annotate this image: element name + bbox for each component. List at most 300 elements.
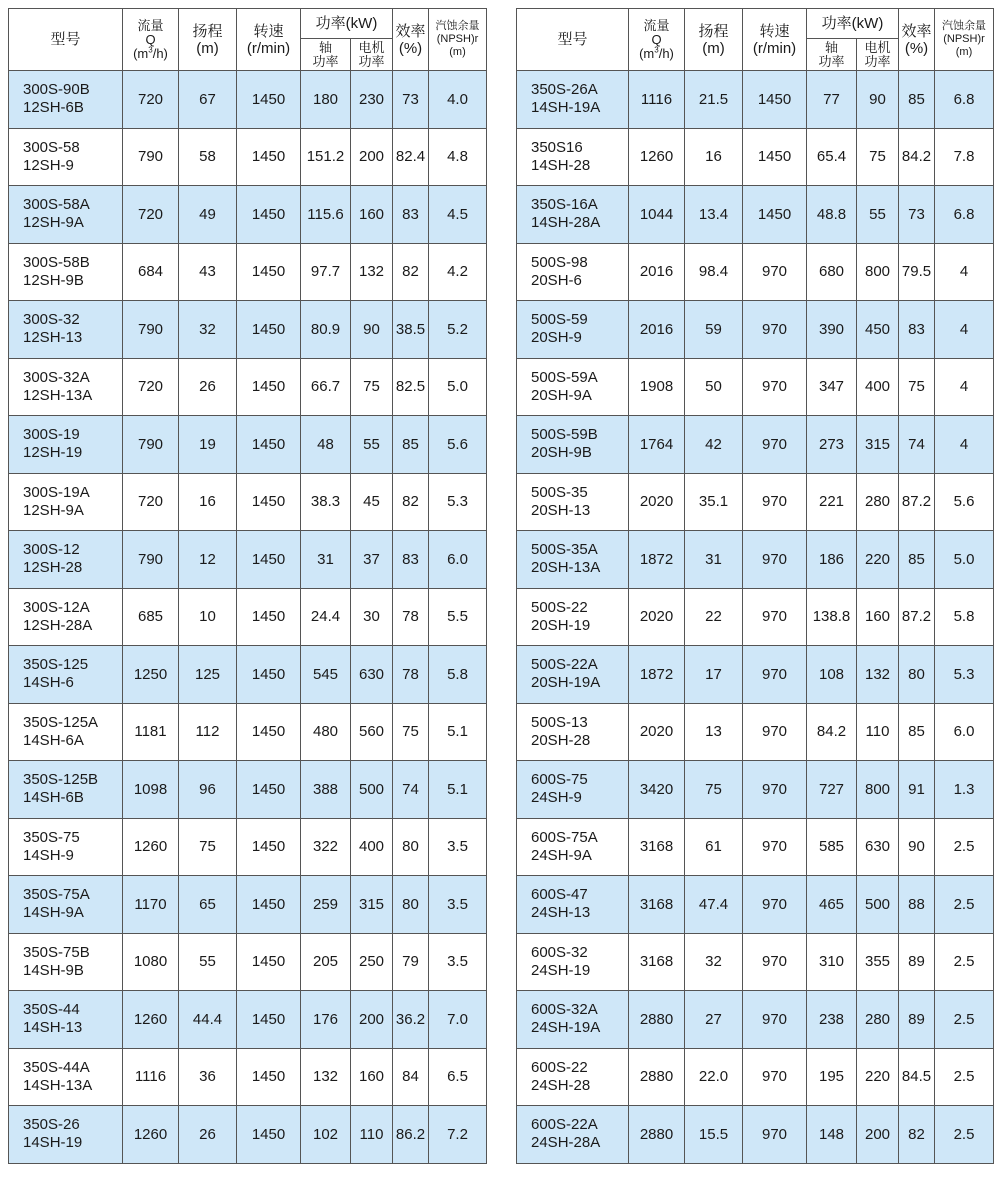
table-row	[9, 473, 487, 531]
motor-power-cell: 250	[351, 933, 393, 991]
speed-cell: 970	[743, 416, 807, 474]
model-cell: 300S-32A 12SH-13A	[9, 358, 123, 416]
head-cell: 16	[685, 128, 743, 186]
flow-cell: 1260	[629, 128, 685, 186]
table-row	[9, 71, 487, 129]
head-cell: 67	[179, 71, 237, 129]
table-row	[517, 991, 994, 1049]
flow-cell: 3168	[629, 876, 685, 934]
motor-power-cell: 110	[351, 1106, 393, 1164]
npsh-cell: 7.8	[935, 128, 994, 186]
flow-cell: 790	[123, 301, 179, 359]
flow-cell: 790	[123, 416, 179, 474]
shaft-power-cell: 108	[807, 646, 857, 704]
model-cell: 500S-22 20SH-19	[517, 588, 629, 646]
npsh-cell: 4.2	[429, 243, 487, 301]
motor-power-cell: 220	[857, 1048, 899, 1106]
speed-cell: 970	[743, 646, 807, 704]
motor-power-cell: 75	[857, 128, 899, 186]
head-cell: 96	[179, 761, 237, 819]
motor-power-cell: 400	[351, 818, 393, 876]
table-row	[517, 1048, 994, 1106]
speed-cell: 970	[743, 588, 807, 646]
flow-cell: 720	[123, 186, 179, 244]
npsh-cell: 5.3	[935, 646, 994, 704]
flow-cell: 790	[123, 531, 179, 589]
model-cell: 500S-35 20SH-13	[517, 473, 629, 531]
speed-cell: 970	[743, 876, 807, 934]
head-cell: 35.1	[685, 473, 743, 531]
shaft-power-cell: 84.2	[807, 703, 857, 761]
flow-cell: 684	[123, 243, 179, 301]
npsh-cell: 7.0	[429, 991, 487, 1049]
npsh-cell: 7.2	[429, 1106, 487, 1164]
header-shaft-power: 轴 功率	[807, 39, 857, 71]
npsh-cell: 4.5	[429, 186, 487, 244]
head-cell: 22	[685, 588, 743, 646]
table-row	[517, 646, 994, 704]
efficiency-cell: 75	[899, 358, 935, 416]
header-power: 功率(kW)	[807, 9, 899, 39]
speed-cell: 1450	[237, 358, 301, 416]
shaft-power-cell: 259	[301, 876, 351, 934]
head-cell: 26	[179, 358, 237, 416]
head-cell: 49	[179, 186, 237, 244]
speed-cell: 1450	[237, 933, 301, 991]
shaft-power-cell: 465	[807, 876, 857, 934]
shaft-power-cell: 151.2	[301, 128, 351, 186]
shaft-power-cell: 322	[301, 818, 351, 876]
header-head: 扬程 (m)	[685, 9, 743, 71]
header-flow: 流量 Q $(m^3/h)$	[123, 9, 179, 71]
table-row	[517, 358, 994, 416]
motor-power-cell: 110	[857, 703, 899, 761]
flow-cell: 1260	[123, 991, 179, 1049]
table-row	[517, 186, 994, 244]
efficiency-cell: 84	[393, 1048, 429, 1106]
table-row	[517, 761, 994, 819]
model-cell: 300S-58 12SH-9	[9, 128, 123, 186]
speed-cell: 1450	[237, 991, 301, 1049]
efficiency-cell: 82	[899, 1106, 935, 1164]
flow-cell: 2016	[629, 301, 685, 359]
motor-power-cell: 230	[351, 71, 393, 129]
model-cell: 350S-125 14SH-6	[9, 646, 123, 704]
model-cell: 500S-35A 20SH-13A	[517, 531, 629, 589]
flow-cell: 3420	[629, 761, 685, 819]
table-row	[9, 933, 487, 991]
npsh-cell: 4.8	[429, 128, 487, 186]
speed-cell: 1450	[237, 473, 301, 531]
head-cell: 17	[685, 646, 743, 704]
head-cell: 65	[179, 876, 237, 934]
head-cell: 75	[685, 761, 743, 819]
speed-cell: 970	[743, 473, 807, 531]
pump-spec-table-right	[516, 8, 994, 1164]
efficiency-cell: 78	[393, 646, 429, 704]
model-cell: 300S-19 12SH-19	[9, 416, 123, 474]
table-row	[9, 1106, 487, 1164]
header-power: 功率(kW)	[301, 9, 393, 39]
table-row	[9, 991, 487, 1049]
efficiency-cell: 85	[899, 71, 935, 129]
head-cell: 36	[179, 1048, 237, 1106]
shaft-power-cell: 48	[301, 416, 351, 474]
head-cell: 58	[179, 128, 237, 186]
npsh-cell: 4.0	[429, 71, 487, 129]
motor-power-cell: 200	[857, 1106, 899, 1164]
table-row	[9, 703, 487, 761]
model-cell: 350S-44 14SH-13	[9, 991, 123, 1049]
npsh-cell: 2.5	[935, 933, 994, 991]
motor-power-cell: 280	[857, 991, 899, 1049]
motor-power-cell: 75	[351, 358, 393, 416]
shaft-power-cell: 66.7	[301, 358, 351, 416]
flow-cell: 2880	[629, 991, 685, 1049]
flow-cell: 720	[123, 71, 179, 129]
head-cell: 27	[685, 991, 743, 1049]
table-row	[517, 876, 994, 934]
efficiency-cell: 80	[899, 646, 935, 704]
efficiency-cell: 89	[899, 991, 935, 1049]
efficiency-cell: 87.2	[899, 588, 935, 646]
shaft-power-cell: 38.3	[301, 473, 351, 531]
speed-cell: 970	[743, 1048, 807, 1106]
shaft-power-cell: 310	[807, 933, 857, 991]
header-efficiency: 效率 (%)	[393, 9, 429, 71]
flow-cell: 1116	[629, 71, 685, 129]
npsh-cell: 3.5	[429, 818, 487, 876]
motor-power-cell: 400	[857, 358, 899, 416]
shaft-power-cell: 148	[807, 1106, 857, 1164]
shaft-power-cell: 24.4	[301, 588, 351, 646]
efficiency-cell: 90	[899, 818, 935, 876]
motor-power-cell: 200	[351, 991, 393, 1049]
motor-power-cell: 132	[857, 646, 899, 704]
motor-power-cell: 315	[351, 876, 393, 934]
model-cell: 350S-75 14SH-9	[9, 818, 123, 876]
motor-power-cell: 90	[857, 71, 899, 129]
efficiency-cell: 79.5	[899, 243, 935, 301]
model-cell: 600S-47 24SH-13	[517, 876, 629, 934]
shaft-power-cell: 390	[807, 301, 857, 359]
flow-cell: 1764	[629, 416, 685, 474]
speed-cell: 1450	[237, 186, 301, 244]
speed-cell: 970	[743, 301, 807, 359]
head-cell: 43	[179, 243, 237, 301]
header-efficiency: 效率 (%)	[899, 9, 935, 71]
speed-cell: 1450	[237, 818, 301, 876]
efficiency-cell: 85	[899, 531, 935, 589]
motor-power-cell: 355	[857, 933, 899, 991]
efficiency-cell: 87.2	[899, 473, 935, 531]
flow-cell: 720	[123, 358, 179, 416]
model-cell: 500S-22A 20SH-19A	[517, 646, 629, 704]
npsh-cell: 5.2	[429, 301, 487, 359]
flow-cell: 1872	[629, 531, 685, 589]
flow-cell: 2880	[629, 1048, 685, 1106]
table-row	[9, 243, 487, 301]
shaft-power-cell: 205	[301, 933, 351, 991]
shaft-power-cell: 180	[301, 71, 351, 129]
model-cell: 500S-59 20SH-9	[517, 301, 629, 359]
table-row	[9, 301, 487, 359]
header-motor-power: 电机 功率	[857, 39, 899, 71]
head-cell: 44.4	[179, 991, 237, 1049]
npsh-cell: 6.0	[429, 531, 487, 589]
head-cell: 13.4	[685, 186, 743, 244]
efficiency-cell: 89	[899, 933, 935, 991]
speed-cell: 1450	[237, 1106, 301, 1164]
model-cell: 300S-12A 12SH-28A	[9, 588, 123, 646]
npsh-cell: 5.6	[429, 416, 487, 474]
table-row	[517, 128, 994, 186]
efficiency-cell: 82.4	[393, 128, 429, 186]
flow-cell: 1080	[123, 933, 179, 991]
header-model: 型号	[517, 9, 629, 71]
header-speed: 转速 (r/min)	[743, 9, 807, 71]
shaft-power-cell: 97.7	[301, 243, 351, 301]
shaft-power-cell: 176	[301, 991, 351, 1049]
motor-power-cell: 90	[351, 301, 393, 359]
npsh-cell: 2.5	[935, 876, 994, 934]
model-cell: 600S-32 24SH-19	[517, 933, 629, 991]
header-npsh: 汽蚀余量 (NPSH)r (m)	[429, 9, 487, 71]
motor-power-cell: 30	[351, 588, 393, 646]
flow-cell: 1116	[123, 1048, 179, 1106]
speed-cell: 1450	[237, 301, 301, 359]
model-cell: 350S-125A 14SH-6A	[9, 703, 123, 761]
table-row	[9, 761, 487, 819]
efficiency-cell: 73	[393, 71, 429, 129]
shaft-power-cell: 238	[807, 991, 857, 1049]
table-row	[517, 588, 994, 646]
model-cell: 600S-75 24SH-9	[517, 761, 629, 819]
speed-cell: 1450	[237, 243, 301, 301]
speed-cell: 970	[743, 358, 807, 416]
header-speed: 转速 (r/min)	[237, 9, 301, 71]
npsh-cell: 2.5	[935, 1106, 994, 1164]
flow-cell: 790	[123, 128, 179, 186]
npsh-cell: 5.3	[429, 473, 487, 531]
table-row	[517, 301, 994, 359]
shaft-power-cell: 221	[807, 473, 857, 531]
npsh-cell: 2.5	[935, 991, 994, 1049]
speed-cell: 1450	[237, 876, 301, 934]
flow-cell: 1908	[629, 358, 685, 416]
motor-power-cell: 800	[857, 243, 899, 301]
model-cell: 300S-58B 12SH-9B	[9, 243, 123, 301]
npsh-cell: 4	[935, 301, 994, 359]
efficiency-cell: 75	[393, 703, 429, 761]
motor-power-cell: 280	[857, 473, 899, 531]
head-cell: 42	[685, 416, 743, 474]
model-cell: 300S-19A 12SH-9A	[9, 473, 123, 531]
efficiency-cell: 84.5	[899, 1048, 935, 1106]
flow-cell: 1872	[629, 646, 685, 704]
speed-cell: 970	[743, 531, 807, 589]
flow-cell: 685	[123, 588, 179, 646]
speed-cell: 1450	[237, 703, 301, 761]
shaft-power-cell: 80.9	[301, 301, 351, 359]
motor-power-cell: 37	[351, 531, 393, 589]
pump-spec-table-left	[8, 8, 487, 1164]
shaft-power-cell: 680	[807, 243, 857, 301]
efficiency-cell: 74	[899, 416, 935, 474]
model-cell: 350S-44A 14SH-13A	[9, 1048, 123, 1106]
head-cell: 16	[179, 473, 237, 531]
header-npsh: 汽蚀余量 (NPSH)r (m)	[935, 9, 994, 71]
table-row	[9, 818, 487, 876]
model-cell: 600S-22 24SH-28	[517, 1048, 629, 1106]
speed-cell: 970	[743, 703, 807, 761]
efficiency-cell: 83	[393, 186, 429, 244]
model-cell: 500S-13 20SH-28	[517, 703, 629, 761]
speed-cell: 970	[743, 243, 807, 301]
motor-power-cell: 160	[857, 588, 899, 646]
efficiency-cell: 84.2	[899, 128, 935, 186]
model-cell: 350S16 14SH-28	[517, 128, 629, 186]
table-row	[9, 646, 487, 704]
model-cell: 300S-12 12SH-28	[9, 531, 123, 589]
table-row	[517, 473, 994, 531]
motor-power-cell: 160	[351, 1048, 393, 1106]
efficiency-cell: 73	[899, 186, 935, 244]
npsh-cell: 1.3	[935, 761, 994, 819]
flow-cell: 720	[123, 473, 179, 531]
efficiency-cell: 80	[393, 876, 429, 934]
shaft-power-cell: 545	[301, 646, 351, 704]
speed-cell: 1450	[237, 71, 301, 129]
flow-cell: 3168	[629, 933, 685, 991]
table-row	[9, 358, 487, 416]
flow-cell: 2020	[629, 473, 685, 531]
head-cell: 26	[179, 1106, 237, 1164]
efficiency-cell: 78	[393, 588, 429, 646]
table-row	[9, 588, 487, 646]
efficiency-cell: 83	[899, 301, 935, 359]
shaft-power-cell: 115.6	[301, 186, 351, 244]
model-cell: 350S-16A 14SH-28A	[517, 186, 629, 244]
model-cell: 600S-32A 24SH-19A	[517, 991, 629, 1049]
speed-cell: 1450	[237, 646, 301, 704]
shaft-power-cell: 273	[807, 416, 857, 474]
motor-power-cell: 800	[857, 761, 899, 819]
model-cell: 300S-58A 12SH-9A	[9, 186, 123, 244]
model-cell: 350S-75B 14SH-9B	[9, 933, 123, 991]
efficiency-cell: 85	[899, 703, 935, 761]
speed-cell: 1450	[237, 416, 301, 474]
model-cell: 300S-90B 12SH-6B	[9, 71, 123, 129]
shaft-power-cell: 65.4	[807, 128, 857, 186]
motor-power-cell: 315	[857, 416, 899, 474]
efficiency-cell: 83	[393, 531, 429, 589]
head-cell: 12	[179, 531, 237, 589]
npsh-cell: 5.0	[935, 531, 994, 589]
npsh-cell: 3.5	[429, 933, 487, 991]
npsh-cell: 5.5	[429, 588, 487, 646]
flow-cell: 2020	[629, 703, 685, 761]
motor-power-cell: 500	[857, 876, 899, 934]
efficiency-cell: 36.2	[393, 991, 429, 1049]
head-cell: 22.0	[685, 1048, 743, 1106]
table-header	[517, 9, 994, 71]
npsh-cell: 2.5	[935, 1048, 994, 1106]
motor-power-cell: 200	[351, 128, 393, 186]
shaft-power-cell: 727	[807, 761, 857, 819]
flow-cell: 2016	[629, 243, 685, 301]
speed-cell: 1450	[237, 1048, 301, 1106]
motor-power-cell: 560	[351, 703, 393, 761]
speed-cell: 1450	[237, 531, 301, 589]
npsh-cell: 5.1	[429, 761, 487, 819]
table-row	[517, 818, 994, 876]
shaft-power-cell: 48.8	[807, 186, 857, 244]
head-cell: 59	[685, 301, 743, 359]
model-cell: 600S-22A 24SH-28A	[517, 1106, 629, 1164]
shaft-power-cell: 138.8	[807, 588, 857, 646]
table-row	[517, 531, 994, 589]
efficiency-cell: 82.5	[393, 358, 429, 416]
table-header	[9, 9, 487, 71]
shaft-power-cell: 102	[301, 1106, 351, 1164]
header-model: 型号	[9, 9, 123, 71]
model-cell: 500S-59A 20SH-9A	[517, 358, 629, 416]
npsh-cell: 4	[935, 358, 994, 416]
speed-cell: 970	[743, 933, 807, 991]
npsh-cell: 4	[935, 243, 994, 301]
model-cell: 500S-59B 20SH-9B	[517, 416, 629, 474]
efficiency-cell: 74	[393, 761, 429, 819]
npsh-cell: 6.5	[429, 1048, 487, 1106]
motor-power-cell: 160	[351, 186, 393, 244]
flow-cell: 3168	[629, 818, 685, 876]
npsh-cell: 3.5	[429, 876, 487, 934]
motor-power-cell: 55	[351, 416, 393, 474]
head-cell: 13	[685, 703, 743, 761]
table-row	[9, 1048, 487, 1106]
npsh-cell: 5.8	[429, 646, 487, 704]
speed-cell: 970	[743, 1106, 807, 1164]
efficiency-cell: 79	[393, 933, 429, 991]
model-cell: 300S-32 12SH-13	[9, 301, 123, 359]
table-row	[9, 186, 487, 244]
head-cell: 15.5	[685, 1106, 743, 1164]
model-cell: 350S-26 14SH-19	[9, 1106, 123, 1164]
flow-cell: 1250	[123, 646, 179, 704]
head-cell: 50	[685, 358, 743, 416]
table-row	[517, 933, 994, 991]
table-body	[517, 71, 994, 1164]
header-flow: 流量 Q $(m^3/h)$	[629, 9, 685, 71]
head-cell: 21.5	[685, 71, 743, 129]
npsh-cell: 5.0	[429, 358, 487, 416]
table-body	[9, 71, 487, 1164]
head-cell: 10	[179, 588, 237, 646]
efficiency-cell: 80	[393, 818, 429, 876]
motor-power-cell: 55	[857, 186, 899, 244]
model-cell: 350S-75A 14SH-9A	[9, 876, 123, 934]
efficiency-cell: 38.5	[393, 301, 429, 359]
efficiency-cell: 91	[899, 761, 935, 819]
header-motor-power: 电机 功率	[351, 39, 393, 71]
efficiency-cell: 85	[393, 416, 429, 474]
efficiency-cell: 82	[393, 473, 429, 531]
flow-cell: 1044	[629, 186, 685, 244]
head-cell: 31	[685, 531, 743, 589]
motor-power-cell: 220	[857, 531, 899, 589]
npsh-cell: 6.0	[935, 703, 994, 761]
